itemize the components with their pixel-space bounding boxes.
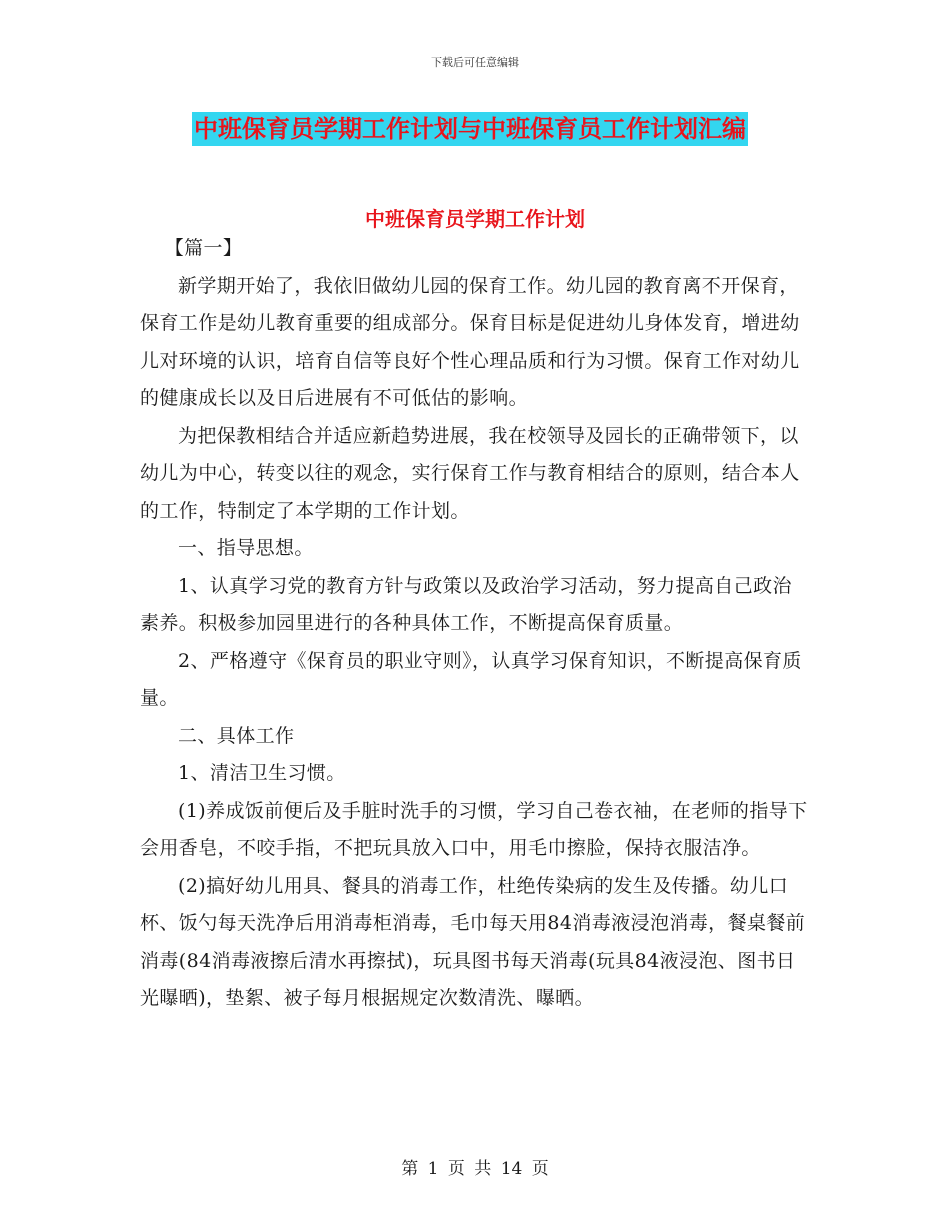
heading-guiding-ideas: 一、指导思想。 — [178, 537, 314, 559]
page-footer: 第 1 页 共 14 页 — [401, 1159, 549, 1179]
paragraph-item-1: 1、认真学习党的教育方针与政策以及政治学习活动，努力提高自己政治素养。积极参加园里进行的各种具体工作，不断提高保育质量。 — [140, 574, 792, 634]
document-body — [140, 230, 810, 1018]
paragraph-hygiene-2: (2)搞好幼儿用具、餐具的消毒工作，杜绝传染病的发生及传播。幼儿口杯、饭勺每天洗净后用消毒柜消毒，毛巾每天用84消毒液浸泡消毒，餐桌餐前消毒(84消毒液擦后清水再擦拭)，玩具图书每天消毒(玩具84液浸泡、图书日光曝晒)，垫絮、被子每月根据规定次数清洗、曝晒。 — [140, 874, 806, 1009]
paragraph-purpose: 为把保教相结合并适应新趋势进展，我在校领导及园长的正确带领下，以幼儿为中心，转变以往的观念，实行保育工作与教育相结合的原则，结合本人的工作，特制定了本学期的工作计划。 — [140, 424, 800, 522]
document-title: 中班保育员学期工作计划与中班保育员工作计划汇编 — [192, 112, 748, 146]
paragraph-intro: 新学期开始了，我依旧做幼儿园的保育工作。幼儿园的教育离不开保育，保育工作是幼儿教育重要的组成部分。保育目标是促进幼儿身体发育，增进幼儿对环境的认识，培育自信等良好个性心理品质和行为习惯。保育工作对幼儿的健康成长以及日后进展有不可低估的影响。 — [140, 274, 800, 409]
header-note: 下载后可任意编辑 — [431, 56, 519, 69]
subheading-hygiene: 1、清洁卫生习惯。 — [178, 762, 346, 784]
section-title: 中班保育员学期工作计划 — [365, 207, 585, 231]
paragraph-item-2: 2、严格遵守《保育员的职业守则》，认真学习保育知识，不断提高保育质量。 — [140, 649, 802, 709]
paragraph-hygiene-1: (1)养成饭前便后及手脏时洗手的习惯，学习自己卷衣袖，在老师的指导下会用香皂，不咬手指，不把玩具放入口中，用毛巾擦脸，保持衣服洁净。 — [140, 799, 808, 859]
heading-specific-work: 二、具体工作 — [178, 724, 295, 747]
part-label: 【篇一】 — [164, 237, 243, 259]
